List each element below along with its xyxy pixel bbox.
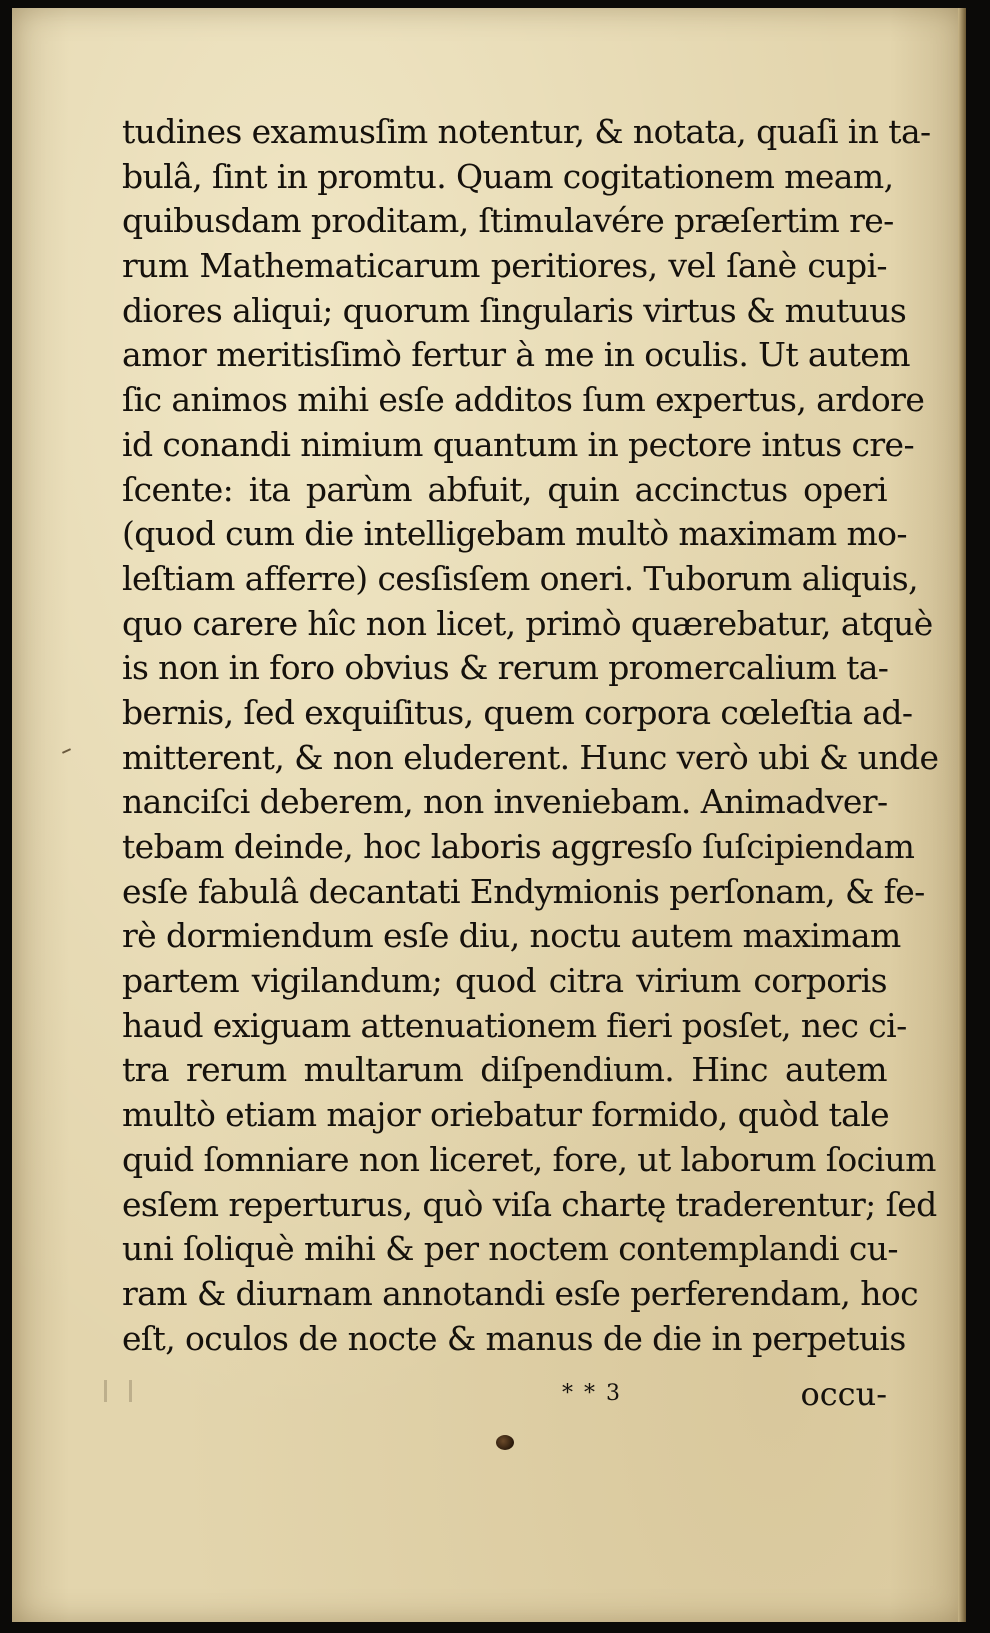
text-line: leſtiam afferre) cesſisſem oneri. Tuborum aliquis, <box>122 558 918 598</box>
page-footer <box>122 1372 887 1416</box>
margin-mark <box>62 748 71 754</box>
text-line: haud exiguam attenuationem fieri posſet, nec ci- <box>122 1005 907 1045</box>
text-line: tudines examusſim notentur, & notata, quaſi in ta- <box>122 112 931 151</box>
text-line: is non in foro obvius & rerum promercalium ta- <box>122 648 889 688</box>
text-line: mitterent, & non eluderent. Hunc verò ubi & unde <box>122 737 939 777</box>
text-line: amor meritisſimò fertur à me in oculis. Ut autem <box>122 335 910 375</box>
text-line: ſcente: ita parùm abfuit, quin accinctus operi <box>122 469 887 509</box>
text-line: eſt, oculos de nocte & manus de die in perpetuis <box>122 1318 906 1358</box>
text-line: (quod cum die intelligebam multò maximam mo- <box>122 514 907 554</box>
text-line: nanciſci deberem, non inveniebam. Animadver- <box>122 782 888 822</box>
signature-mark: * * 3 <box>562 1381 622 1406</box>
body-text <box>122 110 939 1361</box>
bleed-through-mark <box>104 1380 132 1402</box>
text-line: partem vigilandum; quod citra virium corporis <box>122 961 887 1001</box>
text-line: esſem reperturus, quò viſa chartę traderentur; ſed <box>122 1184 937 1224</box>
text-line: rè dormiendum esſe diu, noctu autem maximam <box>122 916 901 956</box>
catchword: occu- <box>800 1375 887 1413</box>
text-line: quo carere hîc non licet, primò quærebatur, atquè <box>122 603 933 643</box>
page-edge-shadow <box>958 8 966 1622</box>
text-line: quibusdam proditam, ſtimulavére præſertim re- <box>122 201 894 241</box>
text-line: ſic animos mihi esſe additos ſum expertus, ardore <box>122 380 925 420</box>
book-page <box>12 8 966 1622</box>
text-line: id conandi nimium quantum in pectore intus cre- <box>122 424 914 464</box>
text-line: ram & diurnam annotandi esſe perferendam, hoc <box>122 1273 919 1313</box>
text-line: multò etiam major oriebatur formido, quòd tale <box>122 1095 890 1135</box>
text-line: tra rerum multarum diſpendium. Hinc autem <box>122 1050 887 1090</box>
text-line: bernis, ſed exquiſitus, quem corpora cœleſtia ad- <box>122 692 913 732</box>
text-line: quid ſomniare non liceret, fore, ut laborum ſocium <box>122 1139 936 1179</box>
ink-stain <box>496 1435 514 1450</box>
text-line: diores aliqui; quorum ſingularis virtus & mutuus <box>122 290 907 330</box>
text-line: uni ſoliquè mihi & per noctem contemplandi cu- <box>122 1229 898 1269</box>
text-line: rum Mathematicarum peritiores, vel ſanè cupi- <box>122 246 887 286</box>
text-line: esſe fabulâ decantati Endymionis perſonam, & fe- <box>122 871 925 911</box>
text-line: tebam deinde, hoc laboris aggresſo ſuſcipiendam <box>122 827 915 866</box>
text-line: bulâ, ſint in promtu. Quam cogitationem meam, <box>122 156 894 196</box>
